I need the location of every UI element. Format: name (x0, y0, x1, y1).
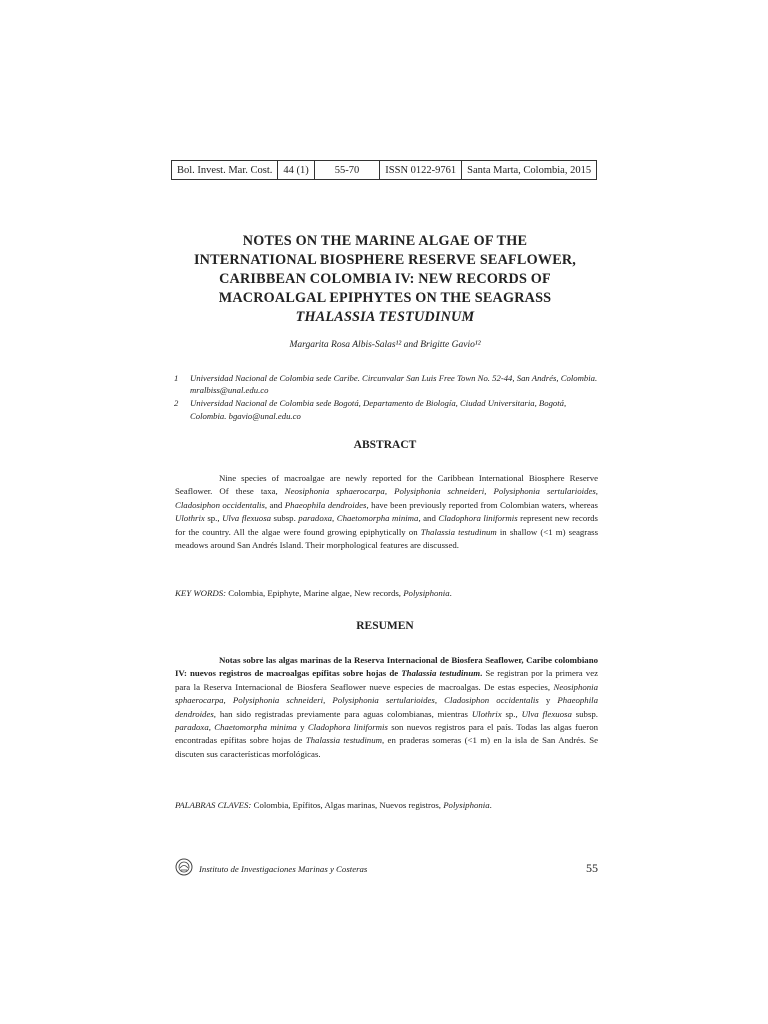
resumen-text: Notas sobre las algas marinas de la Reserva Internacional de Biosfera Seaflower, Caribe colombiano IV: nuevos registros de macroalgas epífitas sobre hojas de Thalassia testudinum. Se registran por la primera vez para la Reserva Internacional de Biosfera Seaflower nueve especies de macroalgas. De estas especies, Neosiphonia sphaerocarpa, Polysiphonia schneideri, Polysiphonia sertularioides, Cladosiphon occidentalis y Phaeophila dendroides, han sido registradas previamente para aguas colombianas, mientras Ulothrix sp., Ulva flexuosa subsp. paradoxa, Chaetomorpha minima y Cladophora liniformis son nuevos registros para el país. Todas las algas fueron encontradas epífitas sobre hojas de Thalassia testudinum, en praderas someras (<1 m) en la isla de San Andrés. Se discuten sus características morfológicas. (175, 655, 599, 759)
affiliations (174, 372, 598, 423)
journal-volume: 44 (1) (278, 161, 314, 180)
title-line-species: THALASSIA TESTUDINUM (295, 309, 475, 325)
authors: Margarita Rosa Albis-Salas¹² and Brigitte Gavio¹² (289, 340, 481, 350)
title-line: MACROALGAL EPIPHYTES ON THE SEAGRASS (218, 290, 552, 306)
journal-header-table (171, 160, 597, 180)
keywords: KEY WORDS: Colombia, Epiphyte, Marine algae, New records, Polysiphonia. (175, 588, 452, 598)
institute-name: Instituto de Investigaciones Marinas y Costeras (199, 864, 368, 874)
page-number: 55 (586, 861, 598, 875)
resumen-heading: RESUMEN (356, 620, 414, 632)
journal-pages: 55-70 (314, 161, 380, 180)
affiliation-text: Universidad Nacional de Colombia sede Bogotá, Departamento de Biología, Ciudad Universitaria, Bogotá, Colombia. bgavio@unal.edu.co (190, 398, 567, 421)
title-line: NOTES ON THE MARINE ALGAE OF THE (242, 233, 528, 249)
abstract-text: Nine species of macroalgae are newly reported for the Caribbean International Biosphere Reserve Seaflower. Of these taxa, Neosiphonia sphaerocarpa, Polysiphonia schneideri, Polysiphonia sertularioides, Cladosiphon occidentalis, and Phaeophila dendroides, have been previously reported from Colombian waters, whereas Ulothrix sp., Ulva flexuosa subsp. paradoxa, Chaetomorpha minima, and Cladophora liniformis represent new records for the country. All the algae were found growing epiphytically on Thalassia testudinum in shallow (<1 m) seagrass meadows around San Andrés Island. Their morphological features are discussed. (175, 473, 598, 551)
palabras-claves: PALABRAS CLAVES: Colombia, Epífitos, Algas marinas, Nuevos registros, Polysiphonia. (175, 800, 492, 810)
title-line: INTERNATIONAL BIOSPHERE RESERVE SEAFLOWER, (193, 252, 577, 268)
keywords-label: KEY WORDS: (175, 588, 227, 598)
title-line: CARIBBEAN COLOMBIA IV: NEW RECORDS OF (219, 271, 551, 287)
affiliation-item (174, 372, 598, 396)
affiliation-item (174, 397, 598, 421)
affiliation-number: 2 (174, 398, 179, 409)
institute-seal-icon (175, 858, 193, 876)
journal-issn: ISSN 0122-9761 (380, 161, 462, 180)
palabras-label: PALABRAS CLAVES: (175, 800, 252, 810)
paper-title (130, 232, 640, 327)
affiliation-number: 1 (174, 373, 179, 383)
journal-place-year: Santa Marta, Colombia, 2015 (462, 161, 597, 180)
abstract-heading: ABSTRACT (353, 439, 417, 451)
affiliation-text: Universidad Nacional de Colombia sede Caribe. Circunvalar San Luis Free Town No. 52-44, San Andrés, Colombia. mralbiss@unal.edu.co (190, 373, 598, 396)
journal-name: Bol. Invest. Mar. Cost. (172, 161, 278, 180)
